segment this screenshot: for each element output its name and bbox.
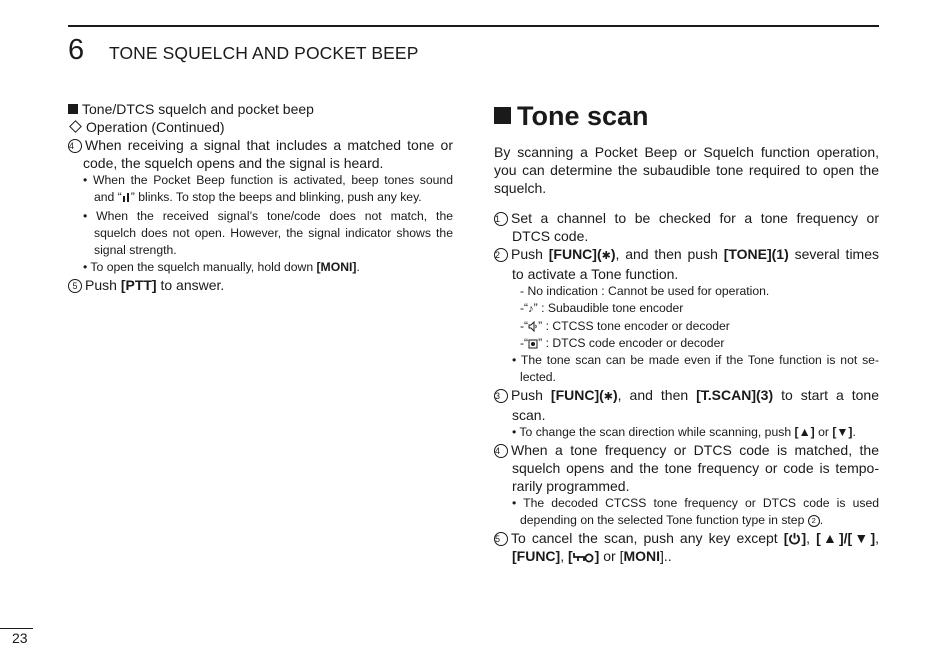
step-5-line-2: [FUNC], [ ] or [MONI].. <box>512 548 672 564</box>
step-5: 5 Push [PTT] to answer. <box>68 276 453 294</box>
step-4-line-2: squelch opens and the tone frequency or code is tempo- <box>512 460 879 476</box>
square-bullet-icon <box>494 107 511 124</box>
step-4: 4 When a tone frequency or DTCS code is matched, the <box>495 442 879 458</box>
circled-number: 1 <box>494 212 508 226</box>
note-icon: ♪ <box>528 303 534 315</box>
circled-number: 4 <box>68 139 82 153</box>
circled-number: 5 <box>494 532 508 546</box>
diamond-bullet-icon <box>69 120 82 133</box>
note-scan-direction: • To change the scan direction while scanning, push [▲] or [▼]. <box>512 425 856 439</box>
step-4-line-3: rarily programmed. <box>512 478 630 494</box>
circled-number: 2 <box>494 248 508 262</box>
step-2-line-2: to activate a Tone function. <box>512 266 679 282</box>
chapter-title: TONE SQUELCH AND POCKET BEEP <box>109 43 419 63</box>
step-2: 2 Push [FUNC](✱), and then push [TONE](1) several times <box>495 246 879 262</box>
note-tone-mismatch: • When the received signal’s tone/code does not match, the <box>83 209 453 223</box>
option-dtcs: -“ ” : DTCS code encoder or decoder <box>520 336 725 350</box>
section-heading: Tone/DTCS squelch and pocket beep <box>68 100 453 118</box>
tone-scan-title: Tone scan <box>494 100 879 132</box>
option-no-indication: - No indication : Cannot be used for operation. <box>520 284 770 298</box>
note-pocket-beep: • When the Pocket Beep function is activated, beep tones sound <box>83 173 453 187</box>
speaker-tone-icon <box>528 321 538 332</box>
step-3: 3 Push [FUNC](✱), and then [T.SCAN](3) to start a tone <box>495 387 879 403</box>
footer-rule <box>0 628 33 629</box>
option-subaudible: -“♪” : Subaudible tone encoder <box>520 301 684 315</box>
note-tone-scan-any: • The tone scan can be made even if the Tone function is not se- <box>512 353 879 367</box>
step-1: 1 Set a channel to be checked for a tone frequency or <box>495 210 879 226</box>
note-open-squelch: • To open the squelch manually, hold down [MONI]. <box>83 260 360 274</box>
circled-number: 3 <box>494 389 508 403</box>
note-pocket-beep-line-2: and “ ” blinks. To stop the beeps and blinking, push any key. <box>94 190 422 204</box>
chapter-number: 6 <box>68 34 85 66</box>
bell-signal-icon <box>122 192 131 203</box>
option-ctcss: -“ ” : CTCSS tone encoder or decoder <box>520 319 730 333</box>
step-3-line-2: scan. <box>512 407 546 423</box>
intro-line-3: squelch. <box>494 180 547 196</box>
step-1-line-2: DTCS code. <box>512 228 589 244</box>
circled-number: 2 <box>808 515 820 527</box>
step-4-line-2: code, the squelch opens and the signal is heard. <box>83 155 384 171</box>
left-column <box>68 100 453 294</box>
intro-line-2: you can determine the subaudible tone required to open the <box>494 162 879 178</box>
circled-number: 4 <box>494 444 508 458</box>
square-bullet-icon <box>68 104 78 114</box>
page-number: 23 <box>12 630 28 646</box>
note-tone-scan-any-line-2: lected. <box>520 370 556 384</box>
note-tone-mismatch-line-2: squelch does not open. However, the signal indicator shows the <box>94 226 453 240</box>
subsection-heading: Operation (Continued) <box>68 118 453 136</box>
intro-line-1: By scanning a Pocket Beep or Squelch function operation, <box>494 144 879 160</box>
circled-number: 5 <box>68 279 82 293</box>
key-lock-icon <box>573 551 595 563</box>
note-decoded-tone: • The decoded CTCSS tone frequency or DTCS code is used <box>512 496 879 510</box>
power-icon <box>788 532 801 545</box>
note-decoded-tone-line-2: depending on the selected Tone function type in step 2 . <box>520 513 824 527</box>
step-4: 4 When receiving a signal that includes a matched tone or <box>69 137 453 153</box>
note-tone-mismatch-line-3: signal strength. <box>94 243 177 257</box>
step-5: 5 To cancel the scan, push any key except [ ], [▲]/[▼], <box>495 530 879 546</box>
dtcs-icon <box>528 338 538 349</box>
right-column <box>494 100 879 565</box>
header-rule <box>68 25 879 27</box>
